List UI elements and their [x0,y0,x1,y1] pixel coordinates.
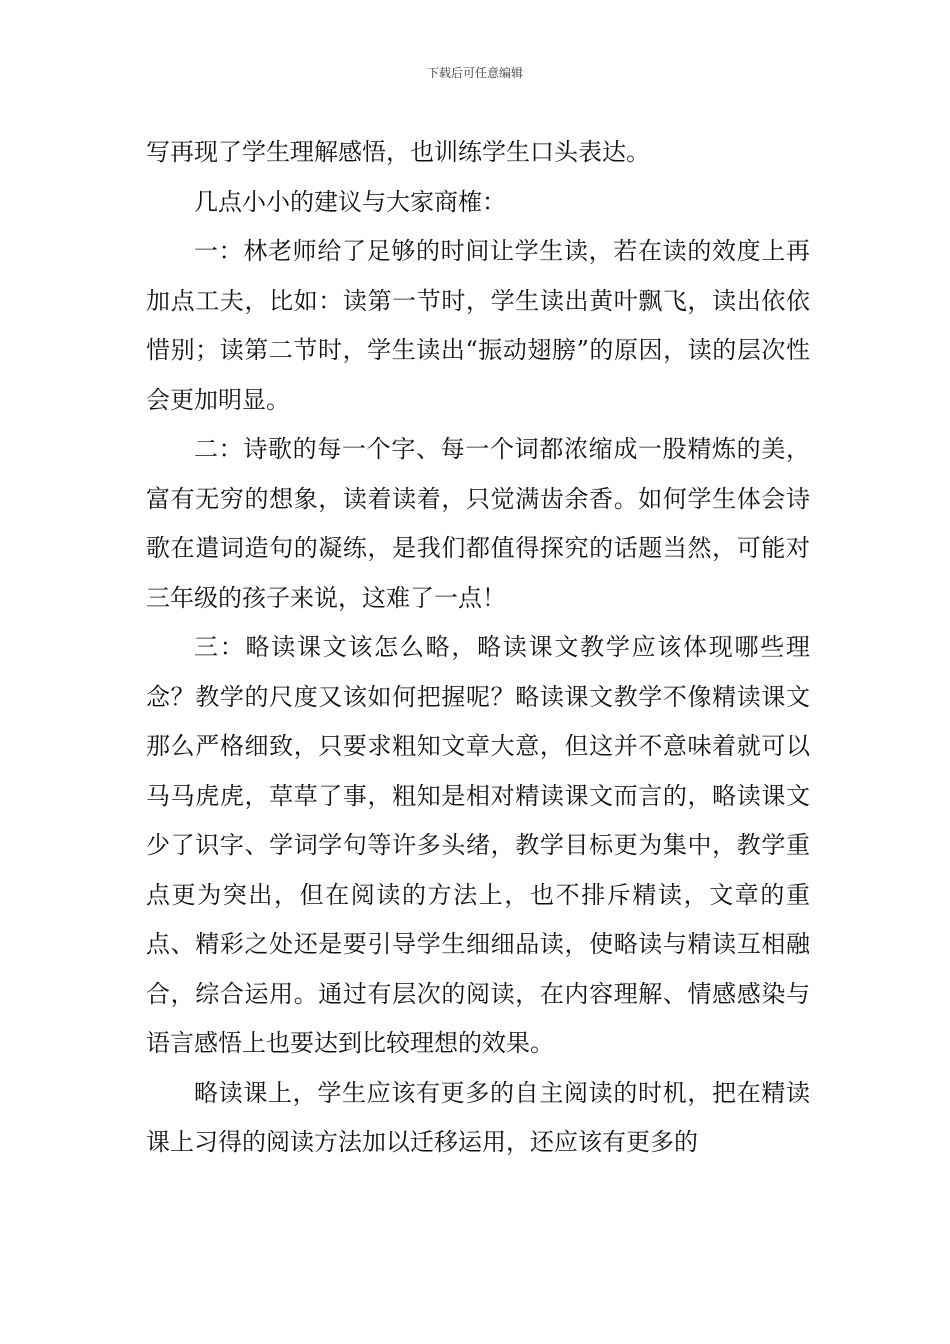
document-body [146,128,810,1168]
paragraph-1: 写再现了学生理解感悟，也训练学生口头表达。 [146,138,650,166]
paragraph-3: 一：林老师给了足够的时间让学生读，若在读的效度上再加点工夫，比如：读第一节时，学生读出黄叶飘飞，读出依依惜别；读第二节时，学生读出“振动翅膀”的原因，读的层次性会更加明显。 [146,237,810,414]
paragraph-4: 二：诗歌的每一个字、每一个词都浓缩成一股精炼的美，富有无穷的想象，读着读着，只觉满齿余香。如何学生体会诗歌在遣词造句的凝练，是我们都值得探究的话题当然，可能对三年级的孩子来说，这难了一点！ [146,435,810,612]
paragraph-6: 略读课上，学生应该有更多的自主阅读的时机，把在精读课上习得的阅读方法加以迁移运用，还应该有更多的 [146,1078,810,1156]
page-header: 下载后可任意编辑 [426,66,523,80]
paragraph-5: 三：略读课文该怎么略，略读课文教学应该体现哪些理念？教学的尺度又该如何把握呢？略读课文教学不像精读课文那么严格细致，只要求粗知文章大意，但这并不意味着就可以马马虎虎，草草了事，粗知是相对精读课文而言的，略读课文少了识字、学词学句等许多头绪，教学目标更为集中，教学重点更为突出，但在阅读的方法上，也不排斥精读，文章的重点、精彩之处还是要引导学生细细品读，使略读与精读互相融合，综合运用。通过有层次的阅读，在内容理解、情感感染与语言感悟上也要达到比较理想的效果。 [146,633,810,1057]
paragraph-2: 几点小小的建议与大家商榷： [194,187,506,216]
